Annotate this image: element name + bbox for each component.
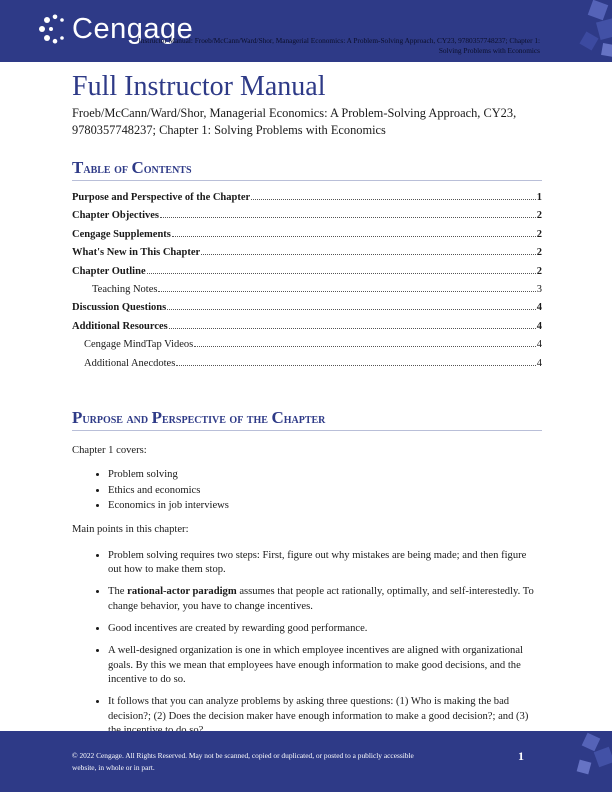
toc-entry[interactable]: Purpose and Perspective of the Chapter 1	[72, 192, 542, 203]
list-item: • Problem solving	[108, 467, 542, 483]
header-title-line-2: Solving Problems with Economics	[438, 45, 540, 55]
page-number: 1	[518, 749, 524, 763]
list-item: • Good incentives are created by rewarding good performance.	[108, 621, 542, 636]
covers-intro: Chapter 1 covers:	[72, 445, 147, 457]
toc-subentry[interactable]: Teaching Notes 3	[92, 284, 542, 296]
key-term: rational-actor paradigm	[127, 586, 237, 598]
toc-entry[interactable]: What's New in This Chapter 2	[72, 247, 542, 259]
main-points-intro: Main points in this chapter:	[72, 523, 189, 535]
list-item: • It follows that you can analyze problems by asking three questions: (1) Who is making the bad decision?; (2) Does the decision maker have enough information to make a good decision?; and (3)	[108, 694, 542, 738]
list-item: • Economics in job interviews	[108, 498, 542, 514]
main-points-list	[72, 548, 542, 738]
list-item: • The rational-actor paradigm assumes that people act rationally, optimally, and self-interestedly. To change behavior, you have to change incentives.	[108, 584, 542, 614]
purpose-heading: Purpose and Perspective of the Chapter	[72, 409, 542, 431]
toc-entry[interactable]: Cengage Supplements 2	[72, 228, 542, 240]
toc-subentry[interactable]: Additional Anecdotes 4	[84, 357, 542, 369]
table-of-contents	[72, 189, 542, 373]
copyright-notice: © 2022 Cengage. All Rights Reserved. May not be scanned, copied or duplicated, or posted to a publicly accessible website, in whole or in part.	[72, 751, 414, 772]
toc-entry[interactable]: Chapter Objectives 2	[72, 210, 542, 222]
toc-entry[interactable]: Chapter Outline 2	[72, 265, 542, 277]
list-item: • Ethics and economics	[108, 483, 542, 499]
running-header-title	[80, 38, 540, 55]
header-title-line-1: Instructor Manual: Froeb/McCann/Ward/Shor, Managerial Economics: A Problem-Solving Approach, CY23, 9780357748237; Chapter 1:	[138, 36, 540, 45]
list-item: • A well-designed organization is one in which employee incentives are aligned with organizational goals. By this we mean that employees have enough information to make good decisions, and the incentive to do so.	[108, 643, 542, 687]
page-footer	[0, 731, 612, 792]
document-title: Full Instructor Manual	[72, 71, 326, 102]
document-subtitle: Froeb/McCann/Ward/Shor, Managerial Economics: A Problem-Solving Approach, CY23, 9780357748237; Chapter 1: Solving Problems with Economics	[72, 106, 517, 137]
toc-subentry[interactable]: Cengage MindTap Videos 4	[84, 339, 542, 351]
toc-entry[interactable]: Additional Resources 4	[72, 320, 542, 332]
list-item: • Problem solving requires two steps: First, figure out why mistakes are being made; and then figure out how to make them stop.	[108, 548, 542, 578]
main-content	[72, 70, 542, 745]
covers-list	[72, 467, 542, 514]
cengage-logo-icon	[38, 14, 68, 44]
footer-decoration	[562, 731, 612, 792]
logo-wordmark: Cengage	[72, 13, 194, 45]
toc-heading: Table of Contents	[72, 159, 542, 181]
toc-entry[interactable]: Discussion Questions 4	[72, 302, 542, 314]
page-header	[0, 0, 612, 62]
corner-decoration	[552, 0, 612, 62]
